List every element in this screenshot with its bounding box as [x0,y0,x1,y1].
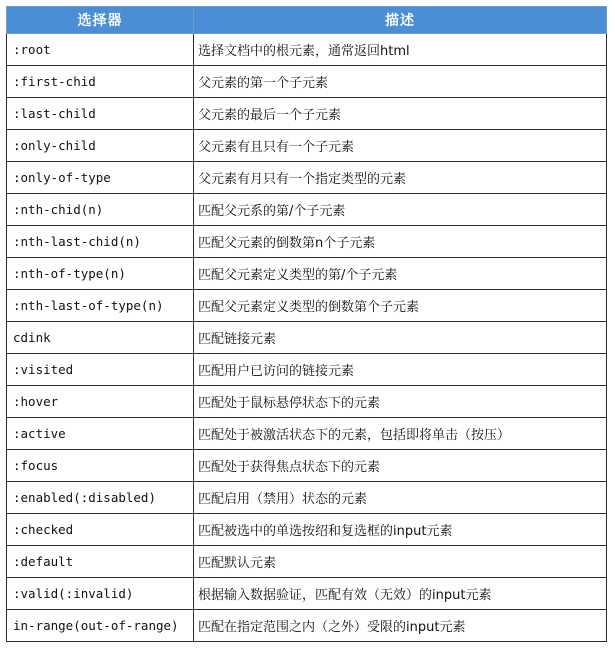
table-row [7,258,607,290]
header-row [7,7,607,34]
selector-cell: :active [7,418,194,450]
selector-cell: cdink [7,322,194,354]
selector-cell: :enabled(:disabled) [7,482,194,514]
table-row [7,34,607,66]
description-cell: 父元素的第一个子元素 [194,66,607,98]
table-row [7,98,607,130]
table-row [7,514,607,546]
selector-table [6,6,607,642]
description-cell: 匹配父元素定义类型的第/个子元素 [194,258,607,290]
selector-cell: :only-of-type [7,162,194,194]
selector-cell: :first-chid [7,66,194,98]
table-row [7,450,607,482]
table-row [7,194,607,226]
description-cell: 匹配父元素的倒数第n个子元素 [194,226,607,258]
table-row [7,322,607,354]
description-cell: 匹配父元素定义类型的倒数第个子元素 [194,290,607,322]
description-cell: 匹配父元系的第/个子元素 [194,194,607,226]
table-body [7,34,607,642]
selector-cell: :nth-of-type(n) [7,258,194,290]
table-header [7,7,607,34]
selector-cell: :last-child [7,98,194,130]
table-row [7,482,607,514]
description-cell: 匹配用户已访问的链接元素 [194,354,607,386]
selector-cell: :hover [7,386,194,418]
selector-cell: :focus [7,450,194,482]
selector-cell: :root [7,34,194,66]
header-selector: 选择器 [7,7,194,34]
description-cell: 匹配处于获得焦点状态下的元素 [194,450,607,482]
table-row [7,418,607,450]
description-cell: 匹配处于鼠标悬停状态下的元素 [194,386,607,418]
description-cell: 选择文档中的根元素，通常返回html [194,34,607,66]
selector-cell: :default [7,546,194,578]
table-row [7,578,607,610]
description-cell: 父元素有且只有一个子元素 [194,130,607,162]
description-cell: 匹配链接元素 [194,322,607,354]
description-cell: 匹配默认元素 [194,546,607,578]
description-cell: 父元素有月只有一个指定类型的元素 [194,162,607,194]
selector-cell: :visited [7,354,194,386]
header-description: 描述 [194,7,607,34]
table-row [7,386,607,418]
description-cell: 匹配在指定范围之内（之外）受限的input元素 [194,610,607,642]
table-row [7,162,607,194]
selector-cell: in-range(out-of-range) [7,610,194,642]
table-row [7,226,607,258]
description-cell: 匹配被选中的单选按绍和复选框的input元素 [194,514,607,546]
selector-cell: :only-child [7,130,194,162]
selector-cell: :nth-chid(n) [7,194,194,226]
selector-cell: :checked [7,514,194,546]
table-row [7,290,607,322]
table-row [7,610,607,642]
selector-reference-sheet [6,6,606,642]
description-cell: 父元素的最后一个子元素 [194,98,607,130]
selector-cell: :nth-last-of-type(n) [7,290,194,322]
table-row [7,546,607,578]
selector-cell: :nth-last-chid(n) [7,226,194,258]
description-cell: 根据输入数据验证，匹配有效（无效）的input元素 [194,578,607,610]
selector-cell: :valid(:invalid) [7,578,194,610]
description-cell: 匹配启用（禁用）状态的元素 [194,482,607,514]
table-row [7,66,607,98]
description-cell: 匹配处于被激活状态下的元素，包括即将单击（按压） [194,418,607,450]
table-row [7,130,607,162]
table-row [7,354,607,386]
